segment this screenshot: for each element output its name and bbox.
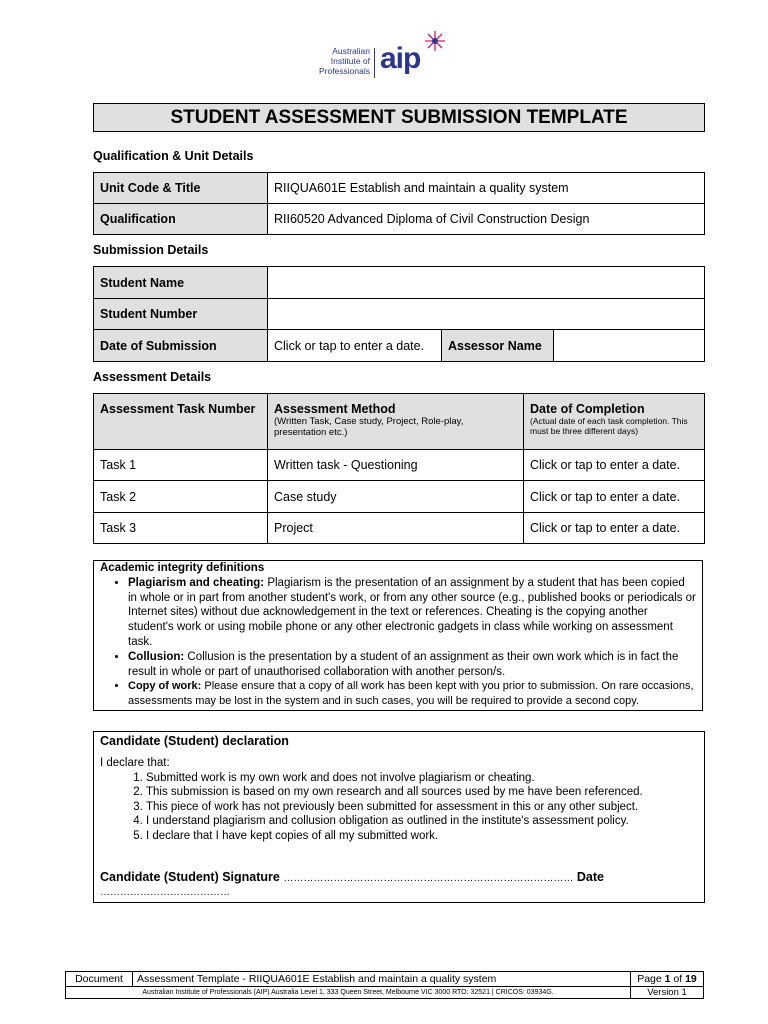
signature-label: Candidate (Student) Signature xyxy=(100,870,280,884)
table-row xyxy=(94,450,705,481)
qualification-value: RII60520 Advanced Diploma of Civil Construction Design xyxy=(268,204,705,235)
footer-version: Version 1 xyxy=(631,987,704,999)
table-row xyxy=(94,513,705,544)
list-item: • Plagiarism and cheating: Plagiarism is the presentation of an assignment by a student that has been copied in whole or in part from another student's work, or from any other source (e.g., published books or periodicals or Internet sites) without due acknowledgement in the text or references. Cheating is the copying another student's work or using mobile phone or any other electronic gadgets in class while working on assessment task. xyxy=(128,576,696,650)
unit-code-label: Unit Code & Title xyxy=(94,173,268,204)
table-row xyxy=(94,299,705,330)
declaration-intro: I declare that: xyxy=(100,757,170,769)
student-name-label: Student Name xyxy=(94,267,268,299)
student-number-field[interactable] xyxy=(268,299,705,330)
integrity-heading: Academic integrity definitions xyxy=(100,562,265,574)
assessment-table xyxy=(93,393,705,544)
logo-divider xyxy=(374,48,375,78)
submission-table xyxy=(93,266,705,362)
completion-date-field[interactable]: Click or tap to enter a date. xyxy=(524,450,705,481)
table-row xyxy=(94,173,705,204)
method-cell: Project xyxy=(268,513,524,544)
completion-date-field[interactable]: Click or tap to enter a date. xyxy=(524,513,705,544)
footer-doc-title: Assessment Template - RIIQUA601E Establish and maintain a quality system xyxy=(133,972,631,987)
academic-integrity-box xyxy=(93,560,703,711)
list-item: 5. I declare that I have kept copies of all my submitted work. xyxy=(146,829,698,844)
date-of-submission-label: Date of Submission xyxy=(94,330,268,362)
list-item: 1. Submitted work is my own work and does not involve plagiarism or cheating. xyxy=(146,771,698,786)
assessment-section-label: Assessment Details xyxy=(93,370,212,384)
qualification-label: Qualification xyxy=(94,204,268,235)
unit-code-value: RIIQUA601E Establish and maintain a quality system xyxy=(268,173,705,204)
assessor-name-label: Assessor Name xyxy=(442,330,554,362)
footer-address: Australian Institute of Professionals (AIP) Australia Level 1, 333 Queen Street, Melbourne VIC 3000 RTO: 32521 | CRICOS: 03934G. xyxy=(66,987,631,999)
list-item: 4. I understand plagiarism and collusion obligation as outlined in the institute's assessment policy. xyxy=(146,814,698,829)
signature-line xyxy=(100,870,704,898)
table-row xyxy=(94,204,705,235)
footer-page-number: Page 1 of 19 xyxy=(631,972,704,987)
assessor-name-field[interactable] xyxy=(554,330,705,362)
student-name-field[interactable] xyxy=(268,267,705,299)
table-row xyxy=(94,481,705,513)
list-item: 3. This piece of work has not previously been submitted for assessment in this or any other subject. xyxy=(146,800,698,815)
method-cell: Written task - Questioning xyxy=(268,450,524,481)
declaration-box xyxy=(93,731,705,903)
logo-mark: aip xyxy=(380,42,421,75)
completion-date-note: (Actual date of each task completion. This must be three different days) xyxy=(530,416,688,436)
declaration-list xyxy=(100,771,698,844)
signature-field[interactable]: …………………………………………………………………………… xyxy=(283,873,574,884)
task-number-header: Assessment Task Number xyxy=(94,394,268,450)
page-footer xyxy=(65,971,704,999)
integrity-list xyxy=(100,576,696,709)
method-cell: Case study xyxy=(268,481,524,513)
date-of-submission-field[interactable]: Click or tap to enter a date. xyxy=(268,330,442,362)
student-number-label: Student Number xyxy=(94,299,268,330)
completion-date-field[interactable]: Click or tap to enter a date. xyxy=(524,481,705,513)
task-cell: Task 1 xyxy=(94,450,268,481)
method-header: Assessment Method (Written Task, Case study, Project, Role-play, presentation etc.) xyxy=(268,394,524,450)
completion-date-header: Date of Completion (Actual date of each task completion. This must be three different days) xyxy=(524,394,705,450)
page-title: STUDENT ASSESSMENT SUBMISSION TEMPLATE xyxy=(93,103,705,132)
method-note: (Written Task, Case study, Project, Role-play, presentation etc.) xyxy=(274,416,464,438)
submission-section-label: Submission Details xyxy=(93,243,209,257)
footer-doc-label: Document xyxy=(66,972,133,987)
qualification-table xyxy=(93,172,705,235)
star-icon xyxy=(422,30,448,52)
declaration-heading: Candidate (Student) declaration xyxy=(100,734,289,748)
logo-org-name: Australian Institute of Professionals xyxy=(318,46,370,76)
table-header-row xyxy=(94,394,705,450)
list-item: 2. This submission is based on my own research and all sources used by me have been referenced. xyxy=(146,785,698,800)
table-row xyxy=(94,267,705,299)
task-cell: Task 2 xyxy=(94,481,268,513)
qualification-section-label: Qualification & Unit Details xyxy=(93,149,254,163)
task-cell: Task 3 xyxy=(94,513,268,544)
table-row xyxy=(94,330,705,362)
date-field[interactable]: ………………………………… xyxy=(100,887,230,898)
aip-logo xyxy=(318,30,453,80)
list-item: • Collusion: Collusion is the presentation by a student of an assignment as their own work which is in fact the result in whole or part of unauthorised collaboration with another person/s. xyxy=(128,650,696,680)
date-label: Date xyxy=(576,870,604,884)
list-item: • Copy of work: Please ensure that a copy of all work has been kept with you prior to submission. On rare occasions, assessments may be lost in the system and in such cases, you will be required to provide a second copy. xyxy=(128,679,696,709)
